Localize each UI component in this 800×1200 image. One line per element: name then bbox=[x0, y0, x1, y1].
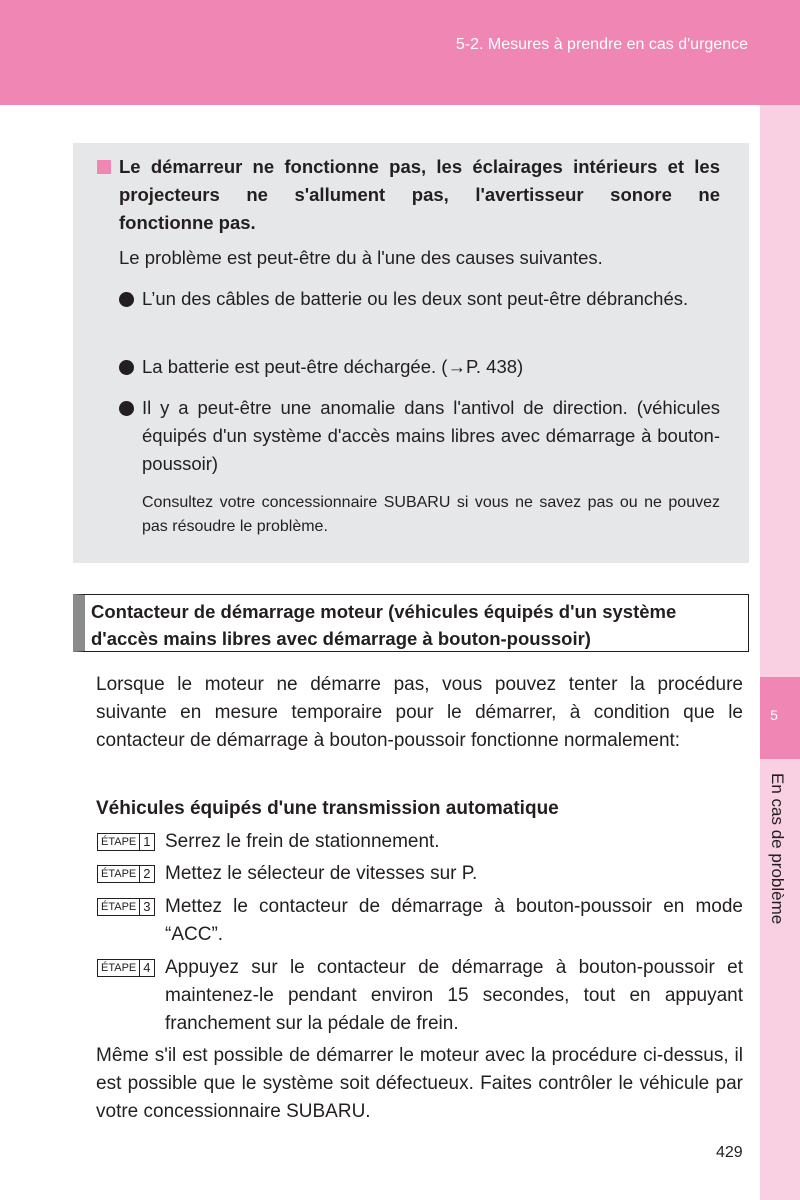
chapter-label: En cas de problème bbox=[768, 773, 787, 925]
info-box-heading bbox=[119, 153, 720, 237]
side-strip bbox=[760, 105, 800, 1200]
step-label: ÉTAPE bbox=[97, 959, 140, 977]
info-box-heading-line: les projecteurs ne s'allument pas, l'avertisseur sonore ne bbox=[119, 156, 721, 205]
step-item bbox=[97, 893, 743, 949]
page-number: 429 bbox=[716, 1144, 743, 1161]
list-item-text: L’un des câbles de batterie ou les deux sont peut-être débranchés. bbox=[142, 288, 689, 309]
step-badge bbox=[97, 959, 155, 977]
list-item bbox=[119, 394, 720, 478]
info-box-heading-line: Le démarreur ne fonctionne pas, les éclairages intérieurs et bbox=[119, 156, 685, 177]
step-text: Appuyez sur le contacteur de démarrage à bouton-poussoir et maintenez-le pendant environ 15 secondes, tout en appuyant franchement sur la pédale de frein. bbox=[165, 957, 743, 1034]
info-box-heading-line: fonctionne pas. bbox=[119, 212, 256, 233]
step-label: ÉTAPE bbox=[97, 898, 140, 916]
info-box-note: Consultez votre concessionnaire SUBARU si vous ne savez pas ou ne pouvez pas résoudre le problème. bbox=[142, 494, 720, 535]
bullet-dot-icon bbox=[119, 401, 134, 416]
bullet-dot-icon bbox=[119, 292, 134, 307]
step-item bbox=[97, 860, 743, 888]
step-text: Mettez le sélecteur de vitesses sur P. bbox=[165, 863, 478, 884]
step-text: Serrez le frein de stationnement. bbox=[165, 831, 440, 852]
chapter-tab[interactable] bbox=[760, 677, 800, 759]
bullet-dot-icon bbox=[119, 360, 134, 375]
section-title: Contacteur de démarrage moteur (véhicules équipés d'un système d'accès mains libres avec démarrage à bouton-poussoir) bbox=[91, 601, 677, 649]
section-intro: Lorsque le moteur ne démarre pas, vous pouvez tenter la procédure suivante en mesure temporaire pour le démarrer, à condition que le contacteur de démarrage à bouton-poussoir fonctionne normalement: bbox=[96, 674, 743, 751]
list-item-text: Il y a peut-être une anomalie dans l'antivol de direction. (véhicules équipés d'un système d'accès mains libres avec démarrage à bouton-poussoir) bbox=[142, 397, 720, 474]
step-badge bbox=[97, 865, 155, 883]
step-badge bbox=[97, 898, 155, 916]
step-number: 4 bbox=[140, 959, 154, 977]
list-item bbox=[119, 285, 720, 313]
step-number: 1 bbox=[140, 833, 154, 851]
square-bullet-icon bbox=[97, 160, 111, 174]
list-item-text: La batterie est peut-être déchargée. (→P. 438) bbox=[142, 356, 524, 377]
step-text: Mettez le contacteur de démarrage à bouton-poussoir en mode “ACC”. bbox=[165, 896, 743, 945]
closing-paragraph: Même s'il est possible de démarrer le moteur avec la procédure ci-dessus, il est possible que le système soit défectueux. Faites contrôler le véhicule par votre concessionnaire SUBARU. bbox=[96, 1045, 743, 1122]
step-label: ÉTAPE bbox=[97, 865, 140, 883]
step-number: 2 bbox=[140, 865, 154, 883]
chapter-number: 5 bbox=[770, 707, 778, 723]
step-label: ÉTAPE bbox=[97, 833, 140, 851]
step-item bbox=[97, 828, 743, 856]
list-item bbox=[119, 353, 720, 381]
step-badge bbox=[97, 833, 155, 851]
step-number: 3 bbox=[140, 898, 154, 916]
section-header-title: 5-2. Mesures à prendre en cas d'urgence bbox=[455, 36, 748, 53]
info-box-intro: Le problème est peut-être du à l'une des causes suivantes. bbox=[119, 247, 603, 268]
step-item bbox=[97, 954, 743, 1038]
subheading: Véhicules équipés d'une transmission automatique bbox=[96, 798, 559, 819]
